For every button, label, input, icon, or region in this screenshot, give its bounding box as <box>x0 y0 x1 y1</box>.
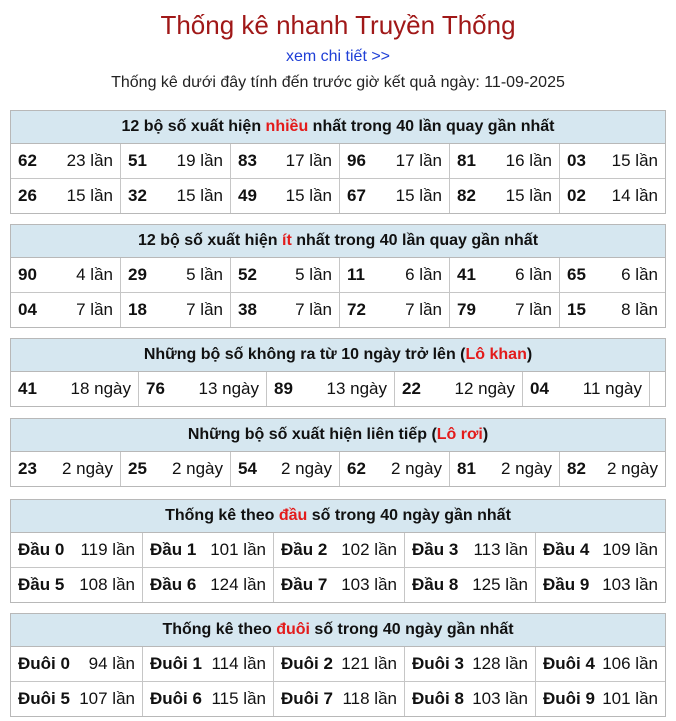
stat-cell: Đuôi 1 114 lần <box>142 647 273 681</box>
stat-cell: 29 5 lần <box>120 258 230 292</box>
table-row <box>11 144 665 178</box>
table-row <box>11 533 665 567</box>
stat-cell: 65 6 lần <box>559 258 665 292</box>
stat-cell: 79 7 lần <box>449 293 559 327</box>
stat-cell: 51 19 lần <box>120 144 230 178</box>
stat-cell: Đuôi 8 103 lần <box>404 682 535 716</box>
section-title: Những bộ số xuất hiện liên tiếp (Lô rơi) <box>11 419 665 452</box>
stat-cell: 62 2 ngày <box>339 452 449 486</box>
stat-cell: Đầu 2 102 lần <box>273 533 404 567</box>
stat-cell: 26 15 lần <box>18 186 113 205</box>
table-row <box>11 178 665 213</box>
section-title: 12 bộ số xuất hiện ít nhất trong 40 lần quay gần nhất <box>11 225 665 258</box>
stat-cell: 41 6 lần <box>449 258 559 292</box>
page-title: Thống kê nhanh Truyền Thống <box>160 10 516 40</box>
table-row <box>11 372 665 406</box>
table-row <box>11 292 665 327</box>
stat-cell: 82 2 ngày <box>559 452 665 486</box>
lo-khan-table <box>10 338 666 407</box>
stat-cell: Đầu 5 108 lần <box>18 575 135 594</box>
least-frequent-table <box>10 224 666 328</box>
stat-cell: 18 7 lần <box>120 293 230 327</box>
stat-cell: Đuôi 5 107 lần <box>18 689 135 708</box>
stat-cell: 22 12 ngày <box>394 372 522 406</box>
stat-cell: 49 15 lần <box>230 179 339 213</box>
stat-cell: Đuôi 3 128 lần <box>404 647 535 681</box>
stat-cell: Đuôi 9 101 lần <box>535 682 665 716</box>
table-row <box>11 647 665 681</box>
lo-roi-table <box>10 418 666 487</box>
stat-cell: 72 7 lần <box>339 293 449 327</box>
most-frequent-table <box>10 110 666 214</box>
stat-cell: Đuôi 2 121 lần <box>273 647 404 681</box>
empty-cell <box>649 372 665 406</box>
stat-cell: 96 17 lần <box>339 144 449 178</box>
stat-cell: 04 11 ngày <box>522 372 649 406</box>
section-title: Thống kê theo đầu số trong 40 ngày gần nhất <box>11 500 665 533</box>
stat-cell: 62 23 lần <box>18 151 113 170</box>
stat-cell: Đầu 0 119 lần <box>18 540 135 559</box>
stat-cell: 90 4 lần <box>18 265 113 284</box>
stat-cell: 41 18 ngày <box>18 379 131 398</box>
stat-cell: Đầu 3 113 lần <box>404 533 535 567</box>
stat-cell: 76 13 ngày <box>138 372 266 406</box>
stat-cell: Đầu 1 101 lần <box>142 533 273 567</box>
table-row <box>11 681 665 716</box>
details-link[interactable]: xem chi tiết >> <box>285 48 391 65</box>
stat-cell: 82 15 lần <box>449 179 559 213</box>
stat-cell: Đầu 9 103 lần <box>535 568 665 602</box>
table-row <box>11 452 665 486</box>
stat-cell: Đuôi 0 94 lần <box>18 654 135 673</box>
stat-cell: 25 2 ngày <box>120 452 230 486</box>
section-title: Thống kê theo đuôi số trong 40 ngày gần nhất <box>11 614 665 647</box>
stat-cell: 83 17 lần <box>230 144 339 178</box>
dau-table <box>10 499 666 603</box>
stat-cell: Đuôi 4 106 lần <box>535 647 665 681</box>
stat-cell: 03 15 lần <box>559 144 665 178</box>
stat-cell: 23 2 ngày <box>18 459 113 478</box>
stat-cell: Đầu 8 125 lần <box>404 568 535 602</box>
stat-cell: 67 15 lần <box>339 179 449 213</box>
stat-cell: Đuôi 6 115 lần <box>142 682 273 716</box>
stat-cell: 81 2 ngày <box>449 452 559 486</box>
stat-cell: Đuôi 7 118 lần <box>273 682 404 716</box>
stat-cell: 04 7 lần <box>18 300 113 319</box>
page-subtitle: Thống kê dưới đây tính đến trước giờ kết quả ngày: 11-09-2025 <box>111 74 565 91</box>
stat-cell: 81 16 lần <box>449 144 559 178</box>
stat-cell: 32 15 lần <box>120 179 230 213</box>
stat-cell: 52 5 lần <box>230 258 339 292</box>
section-title: Những bộ số không ra từ 10 ngày trở lên (Lô khan) <box>11 339 665 372</box>
stat-cell: Đầu 6 124 lần <box>142 568 273 602</box>
section-title: 12 bộ số xuất hiện nhiều nhất trong 40 lần quay gần nhất <box>11 111 665 144</box>
stat-cell: Đầu 7 103 lần <box>273 568 404 602</box>
stat-cell: 54 2 ngày <box>230 452 339 486</box>
table-row <box>11 567 665 602</box>
stat-cell: 89 13 ngày <box>266 372 394 406</box>
stat-cell: 02 14 lần <box>559 179 665 213</box>
duoi-table <box>10 613 666 717</box>
stat-cell: Đầu 4 109 lần <box>535 533 665 567</box>
stat-cell: 11 6 lần <box>339 258 449 292</box>
stat-cell: 38 7 lần <box>230 293 339 327</box>
table-row <box>11 258 665 292</box>
stat-cell: 15 8 lần <box>559 293 665 327</box>
